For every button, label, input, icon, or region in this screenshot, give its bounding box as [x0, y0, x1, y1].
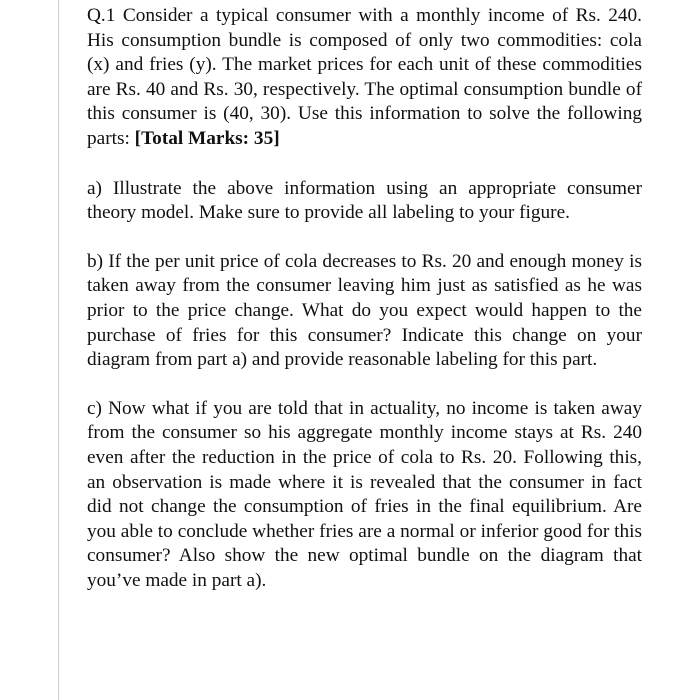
question-intro	[87, 4, 642, 152]
page-margin-rule	[58, 0, 59, 700]
question-text: Q.1 Consider a typical consumer with a monthly income of Rs. 240. His consumption bundle is composed of only two commodities: cola (x) and fries (y). The market prices for each unit of these commodities are Rs. 40 and Rs. 30, respectively. The optimal consumption bundle of this consumer is (40, 30). Use this information to solve the following parts:	[87, 5, 642, 149]
part-b: b) If the per unit price of cola decreases to Rs. 20 and enough money is taken away from the consumer leaving him just as satisfied as he was prior to the price change. What do you expect would happen to the purchase of fries for this consumer? Indicate this change on your diagram from part a) and provide reasonable labeling for this part.	[87, 250, 642, 371]
part-c: c) Now what if you are told that in actuality, no income is taken away from the consumer so his aggregate monthly income stays at Rs. 240 even after the reduction in the price of cola to Rs. 20. Following this, an observation is made where it is revealed that the consumer in fact did not change the consumption of fries in the final equilibrium. Are you able to conclude whether fries are a normal or inferior good for this consumer? Also show the new optimal bundle on the diagram that you’ve made in part a).	[87, 397, 642, 591]
question-content	[87, 4, 642, 593]
part-a: a) Illustrate the above information using an appropriate consumer theory model. Make sure to provide all labeling to your figure.	[87, 177, 642, 224]
total-marks: [Total Marks: 35]	[134, 127, 280, 149]
